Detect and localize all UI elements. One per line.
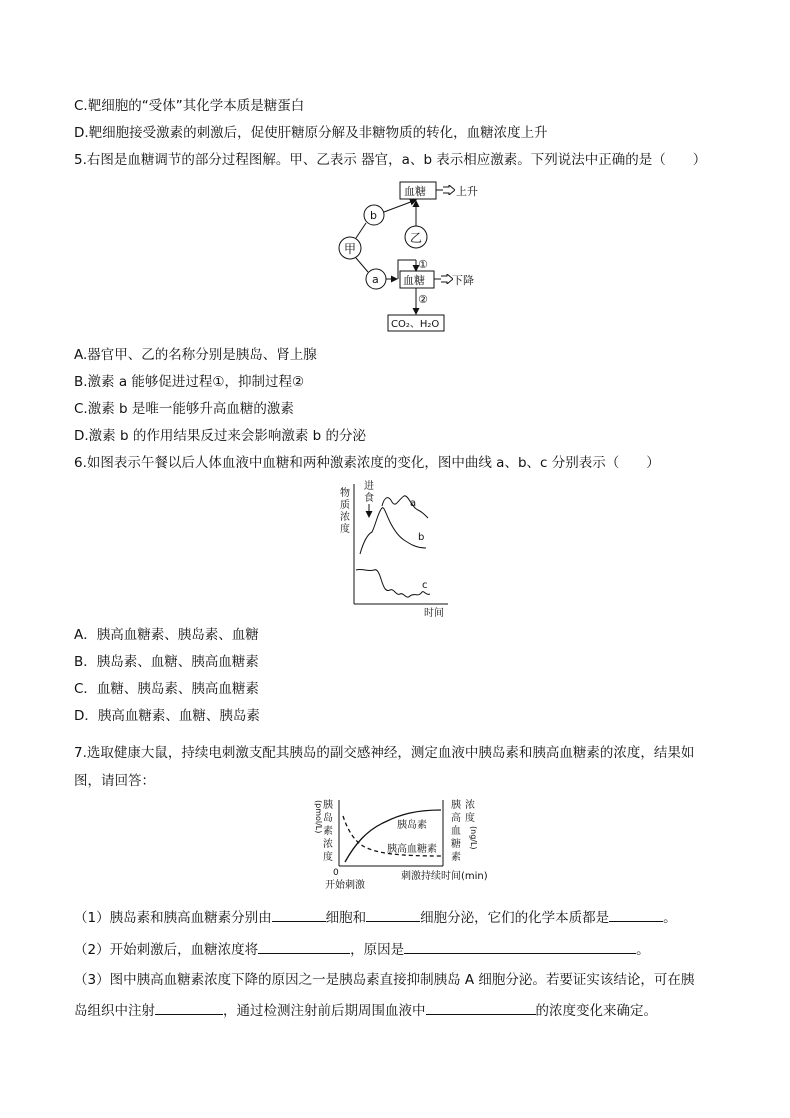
q6-ylabel-2: 质 bbox=[340, 500, 350, 511]
glucagon-label: 胰高血糖素 bbox=[387, 844, 437, 855]
q7-stem-line2: 图，请回答： bbox=[74, 773, 155, 789]
organ-jia-label: 甲 bbox=[344, 242, 357, 256]
q7-sub3-text3: 的浓度变化来确定。 bbox=[535, 1003, 657, 1019]
q7-ylabel-left-5: 度 bbox=[323, 852, 333, 863]
q7-sub3-line1: （3）图中胰高血糖素浓度下降的原因之一是胰岛素直接抑制胰岛 A 细胞分泌。若要证实该结论，可在胰 bbox=[74, 972, 695, 988]
answer-blank-5[interactable] bbox=[404, 939, 636, 954]
q7-ylabel-right-1: 胰 bbox=[451, 800, 461, 811]
curve-c bbox=[356, 569, 430, 597]
q5-option-a: A.器官甲、乙的名称分别是胰岛、肾上腺 bbox=[74, 347, 317, 363]
q6-figure bbox=[338, 478, 458, 618]
answer-blank-7[interactable] bbox=[426, 1000, 536, 1015]
answer-blank-6[interactable] bbox=[155, 1000, 223, 1015]
insulin-label: 胰岛素 bbox=[397, 820, 427, 831]
q5-option-d: D.激素 b 的作用结果反过来会影响激素 b 的分泌 bbox=[74, 428, 366, 444]
products-label: CO₂、H₂O bbox=[391, 319, 440, 330]
q5-option-c: C.激素 b 是唯一能够升高血糖的激素 bbox=[74, 401, 294, 417]
meal-label-2: 食 bbox=[364, 493, 374, 504]
q7-sub1-text2: 细胞和 bbox=[325, 910, 367, 926]
q7-ylabel-left-1: 胰 bbox=[323, 800, 333, 811]
answer-blank-2[interactable] bbox=[366, 907, 420, 922]
meal-label-1: 进 bbox=[364, 481, 374, 492]
q6-option-a: A．胰高血糖素、胰岛素、血糖 bbox=[74, 627, 259, 643]
organ-yi-label: 乙 bbox=[410, 231, 423, 245]
hormone-a-label: a bbox=[372, 273, 379, 286]
blood-sugar-top-label: 血糖 bbox=[404, 185, 426, 198]
q7-xlabel: 刺激持续时间(min) bbox=[401, 871, 488, 882]
q7-ylabel-left-4: 浓 bbox=[323, 839, 333, 850]
q7-sub2-text2: ，原因是 bbox=[350, 942, 405, 958]
q5-stem: 5.右图是血糖调节的部分过程图解。甲、乙表示 器官，a、b 表示相应激素。下列说法中正确的是（ ） bbox=[74, 152, 707, 168]
process-2-label: ② bbox=[418, 293, 428, 306]
q6-option-d: D．胰高血糖素、血糖、胰岛素 bbox=[74, 708, 260, 724]
q7-sub2-text3: 。 bbox=[636, 942, 650, 958]
q7-start-label: 开始刺激 bbox=[325, 880, 365, 891]
q7-ylabel-right-4: 糖 bbox=[451, 839, 461, 850]
q7-ylabel-right-3: 血 bbox=[451, 826, 461, 837]
rise-label: 上升 bbox=[456, 185, 478, 198]
q7-ylabel-left-2: 岛 bbox=[323, 813, 333, 824]
q6-ylabel-1: 物 bbox=[340, 488, 350, 499]
q7-sub3-line2 bbox=[74, 1000, 657, 1020]
q7-sub2 bbox=[74, 939, 650, 959]
q4-option-c: C.靶细胞的“受体”其化学本质是糖蛋白 bbox=[74, 98, 305, 114]
q6-ylabel-3: 浓 bbox=[340, 512, 350, 523]
q7-stem-line1: 7.选取健康大鼠，持续电刺激支配其胰岛的副交感神经，测定血液中胰岛素和胰高血糖素的浓度，结果如 bbox=[74, 745, 695, 761]
q7-figure bbox=[305, 796, 505, 892]
answer-blank-3[interactable] bbox=[609, 907, 663, 922]
q7-sub2-text1: （2）开始刺激后，血糖浓度将 bbox=[74, 942, 259, 958]
fall-label: 下降 bbox=[452, 274, 474, 287]
q7-sub1-text4: 。 bbox=[663, 910, 677, 926]
q7-unit-left: (pmol/L) bbox=[314, 800, 323, 834]
curve-a bbox=[382, 496, 428, 518]
answer-blank-1[interactable] bbox=[272, 907, 326, 922]
q5-figure bbox=[330, 176, 490, 336]
q7-ylabel-right-5: 素 bbox=[451, 852, 461, 863]
q6-option-c: C．血糖、胰岛素、胰高血糖素 bbox=[74, 681, 259, 697]
curve-b bbox=[360, 508, 426, 554]
q6-ylabel-4: 度 bbox=[340, 524, 350, 535]
curve-a-label: a bbox=[410, 498, 417, 509]
q6-stem: 6.如图表示午餐以后人体血液中血糖和两种激素浓度的变化，图中曲线 a、b、c 分别表示（ ） bbox=[74, 455, 660, 471]
q7-sub3-text2: ，通过检测注射前后期周围血液中 bbox=[223, 1003, 426, 1019]
q4-option-d: D.靶细胞接受激素的刺激后，促使肝糖原分解及非糖物质的转化，血糖浓度上升 bbox=[74, 125, 548, 141]
curve-b-label: b bbox=[418, 532, 425, 543]
q6-option-b: B．胰岛素、血糖、胰高血糖素 bbox=[74, 654, 259, 670]
curve-c-label: c bbox=[422, 580, 428, 591]
hormone-b-label: b bbox=[370, 209, 377, 222]
q6-xlabel: 时间 bbox=[424, 608, 444, 618]
q7-sub1-text1: （1）胰岛素和胰高血糖素分别由 bbox=[74, 910, 272, 926]
q7-ylabel-right-2: 高 bbox=[451, 813, 461, 824]
blood-sugar-mid-label: 血糖 bbox=[403, 274, 425, 287]
q7-ylabel-left-3: 素 bbox=[323, 826, 333, 837]
process-1-label: ① bbox=[418, 258, 428, 271]
q7-sub1 bbox=[74, 907, 677, 927]
q7-conc-right-1: 浓 bbox=[465, 800, 475, 811]
q7-conc-right-2: 度 bbox=[465, 813, 475, 824]
answer-blank-4[interactable] bbox=[258, 939, 350, 954]
q7-origin: 0 bbox=[333, 868, 339, 878]
q5-option-b: B.激素 a 能够促进过程①，抑制过程② bbox=[74, 374, 305, 390]
q7-sub3-text1: 岛组织中注射 bbox=[74, 1003, 155, 1019]
q7-sub1-text3: 细胞分泌，它们的化学本质都是 bbox=[420, 910, 610, 926]
q7-unit-right: (ng/L) bbox=[469, 826, 478, 850]
